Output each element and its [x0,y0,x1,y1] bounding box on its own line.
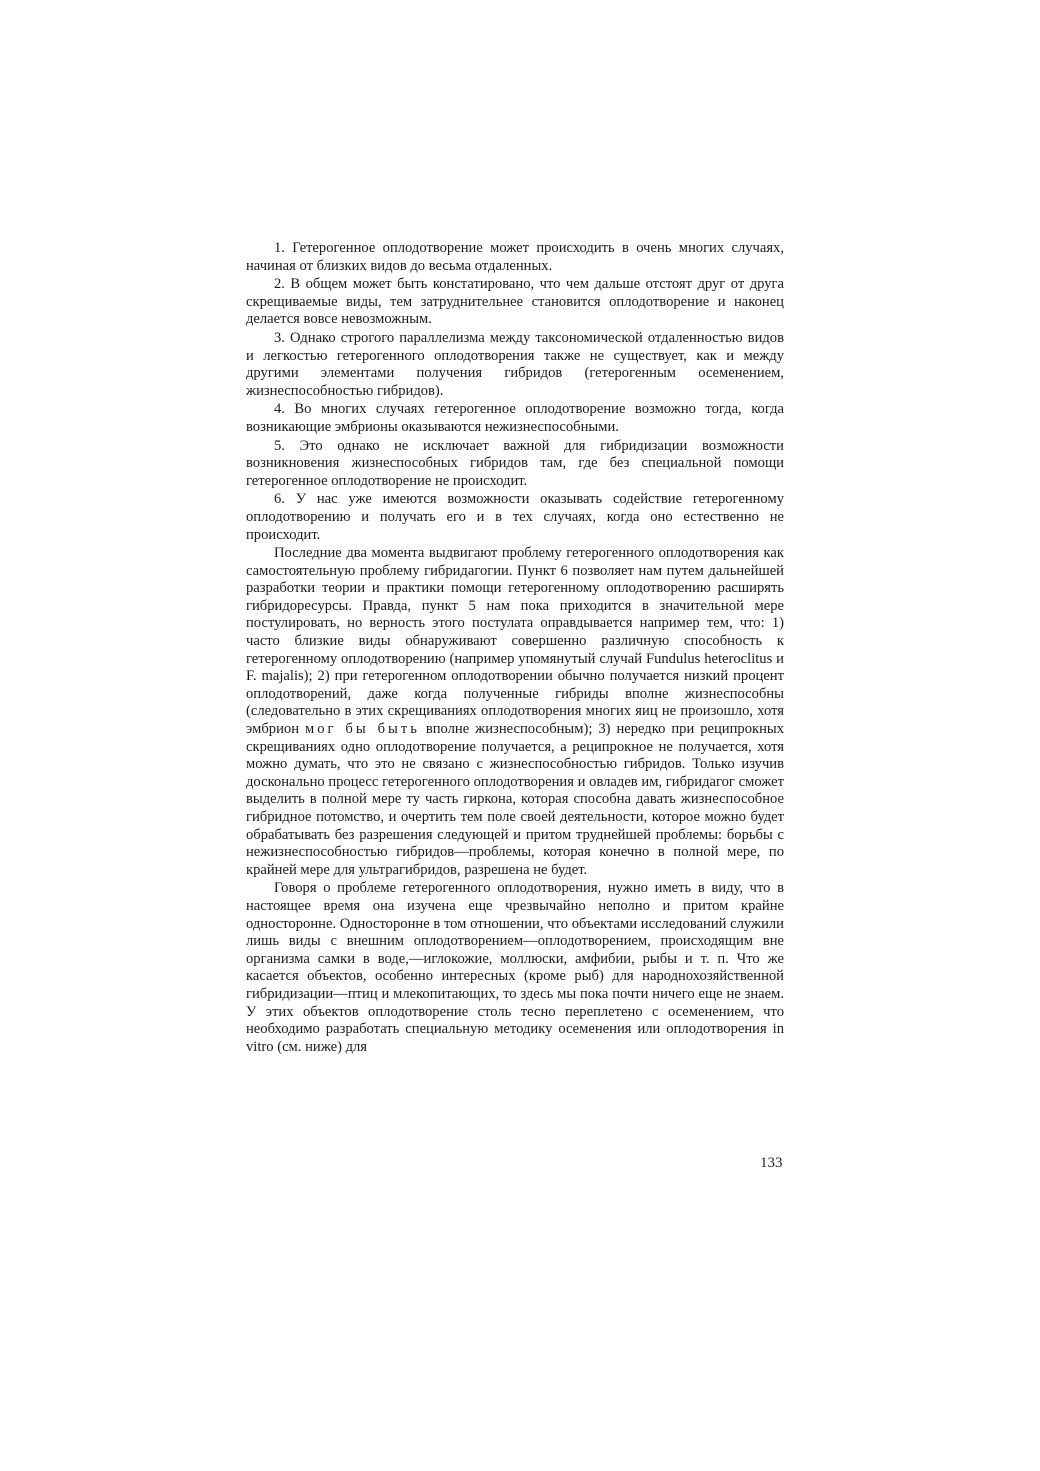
paragraph-6: 6. У нас уже имеются возможности оказывать содействие гетерогенному оплодотворению и получать его и в тех случаях, когда оно естественно не происходит. [246,491,784,543]
paragraph-1: 1. Гетерогенное оплодотворение может происходить в очень многих случаях, начиная от близких видов до весьма отдаленных. [246,240,784,274]
paragraph-8: Говоря о проблеме гетерогенного оплодотворения, нужно иметь в виду, что в настоящее время она изучена еще чрезвычайно неполно и притом крайне односторонне. Односторонне в том отношении, что объектами исследований служили лишь виды с внешним оплодотворением—оплодотворением, происходящим вне организма самки в воде,—иглокожие, моллюски, амфибии, рыбы и т. п. Что же касается объектов, особенно интересных (кроме рыб) для народнохозяйственной гибридизации—птиц и млекопитающих, то здесь мы пока почти ничего еще не знаем. У этих объектов оплодотворение столь тесно переплетено с осеменением, что необходимо разработать специальную методику осеменения или оплодотворения in vitro (см. ниже) для [246,880,784,1055]
body-text [246,240,784,1057]
paragraph-7 [246,545,784,879]
paragraph-4: 4. Во многих случаях гетерогенное оплодотворение возможно тогда, когда возникающие эмбрионы оказываются нежизнеспособными. [246,401,784,435]
page-number: 133 [760,1155,783,1171]
paragraph-3: 3. Однако строгого параллелизма между таксономической отдаленностью видов и легкостью гетерогенного оплодотворения также не существует, как и между другими элементами получения гибридов (гетерогенным осеменением, жизнеспособностью гибридов). [246,329,784,399]
paragraph-7-part-2: вполне жизнеспособным); 3) нередко при реципрокных скрещиваниях одно оплодотворение получается, а реципрокное не получается, хотя можно думать, что это не связано с жизнеспособностью гибридов. Только изучив досконально процесс гетерогенного оплодотворения и овладев им, гибридагог сможет выделить в полной мере ту часть гиркона, которая способна давать жизнеспособное гибридное потомство, и очертить тем поле своей деятельности, которое можно будет обрабатывать без разрешения следующей и притом труднейшей проблемы: борьбы с нежизнеспособностью гибридов—проблемы, которая конечно в полной мере, по крайней мере для ультрагибридов, разрешена не будет. [246,721,784,878]
paragraph-7-part-1: Последние два момента выдвигают проблему гетерогенного оплодотворения как самостоятельную проблему гибридагогии. Пункт 6 позволяет нам путем дальнейшей разработки теории и практики помощи гетерогенному оплодотворению расширять гибридоресурсы. Правда, пункт 5 нам пока приходится в значительной мере постулировать, но верность этого постулата оправдывается например тем, что: 1) часто близкие виды обнаруживают совершенно различную способность к гетерогенному оплодотворению (например упомянутый случай Fundulus heteroclitus и F. majalis); 2) при гетерогенном оплодотворении обычно получается низкий процент оплодотворений, даже когда полученные гибриды вполне жизнеспособны (следовательно в этих скрещиваниях оплодотворения многих яиц не произошло, хотя эмбрион [246,545,784,738]
paragraph-5: 5. Это однако не исключает важной для гибридизации возможности возникновения жизнеспособных гибридов там, где без специальной помощи гетерогенное оплодотворение не происходит. [246,437,784,489]
paragraph-7-spaced-emphasis: мог бы быть [304,721,420,738]
paragraph-2: 2. В общем может быть констатировано, что чем дальше отстоят друг от друга скрещиваемые виды, тем затруднительнее становится оплодотворение и наконец делается вовсе невозможным. [246,276,784,328]
